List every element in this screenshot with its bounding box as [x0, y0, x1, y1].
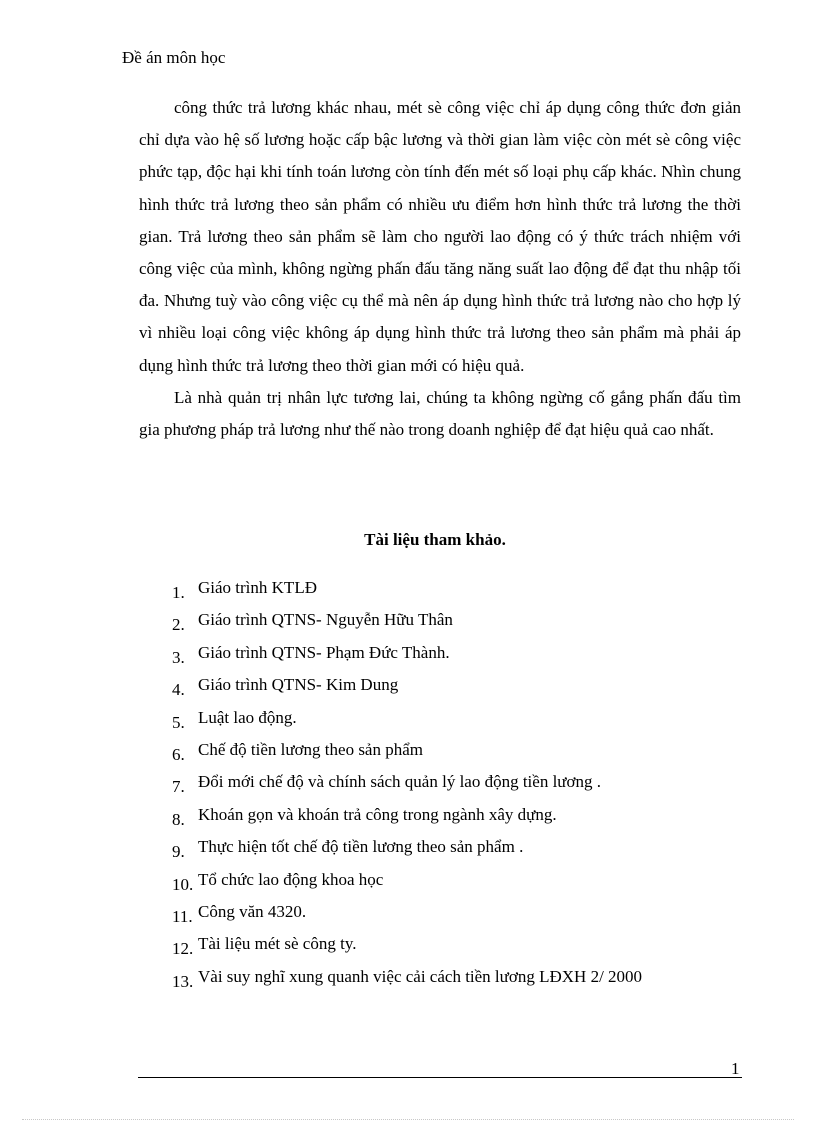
list-item-text: Tổ chức lao động khoa học — [198, 869, 384, 889]
body-text — [139, 92, 741, 446]
list-item-text: Khoán gọn và khoán trả công trong ngành xây dựng. — [198, 804, 557, 824]
list-item-text: Thực hiện tốt chế độ tiền lương theo sản phẩm . — [198, 837, 524, 857]
list-item-number: 4. — [172, 680, 185, 700]
list-item-text: Luật lao động. — [198, 707, 297, 727]
list-item-number: 10. — [172, 874, 194, 894]
list-item-text: Giáo trình QTNS- Kim Dung — [198, 675, 399, 695]
list-item-number: 8. — [172, 809, 185, 829]
list-item-number: 2. — [172, 615, 185, 635]
page-edge — [22, 1119, 794, 1120]
list-item-text: Tài liệu mét sè công ty. — [198, 934, 357, 954]
list-item-number: 1. — [172, 583, 185, 602]
page-number: 1 — [731, 1059, 740, 1078]
list-item-text: Giáo trình QTNS- Phạm Đức Thành. — [198, 642, 450, 662]
list-item-text: Giáo trình KTLĐ — [198, 578, 317, 597]
list-item-text: Công văn 4320. — [198, 901, 307, 921]
paragraph-2: Là nhà quản trị nhân lực tương lai, chúng ta không ngừng cố gắng phấn đấu tìm gia phương pháp trả lương như thế nào trong doanh nghiệp để đạt hiệu quả cao nhất. — [139, 387, 741, 440]
references-title: Tài liệu tham khảo. — [364, 530, 506, 549]
list-item-text: Chế độ tiền lương theo sản phẩm — [198, 739, 424, 759]
footer-divider — [138, 1077, 742, 1078]
paragraph-1: công thức trả lương khác nhau, mét sè công việc chỉ áp dụng công thức đơn giản chỉ dựa vào hệ số lương hoặc cấp bậc lương và thời gian làm việc còn mét sè công việc phức tạp, độc hại khi tính toán lương còn tính đến mét số loại phụ cấp khác. Nhìn chung hình thức trả lương theo sản phẩm có nhiều ưu điểm hơn hình thức trả lương the thời gian. Trả lương theo sản phẩm sẽ làm cho người lao động có ý thức trách nhiệm với công việc của mình, không ngừng phấn đấu tăng năng suất lao động để đạt thu nhập tối đa. Nhưng tuỳ vào công việc cụ thể mà nên áp dụng hình thức trả lương nào cho hợp lý vì nhiều loại công việc không áp dụng hình thức trả lương theo sản phẩm mà phải áp dụng hình thức trả lương theo thời gian mới có hiệu quả. — [139, 98, 741, 375]
list-item-number: 5. — [172, 712, 185, 732]
list-item-number: 3. — [172, 647, 185, 667]
list-item-number: 12. — [172, 939, 194, 959]
list-item-text: Vài suy nghĩ xung quanh việc cải cách tiền lương LĐXH 2/ 2000 — [198, 966, 643, 986]
list-item-text: Đổi mới chế độ và chính sách quản lý lao động tiền lương . — [198, 772, 602, 792]
list-item-number: 9. — [172, 842, 185, 862]
list-item-number: 13. — [172, 971, 194, 991]
list-item-number: 7. — [172, 777, 185, 797]
list-item-number: 11. — [172, 906, 193, 926]
list-item-text: Giáo trình QTNS- Nguyễn Hữu Thân — [198, 610, 453, 630]
list-item-number: 6. — [172, 744, 185, 764]
page-header: Đề án môn học — [122, 48, 226, 67]
